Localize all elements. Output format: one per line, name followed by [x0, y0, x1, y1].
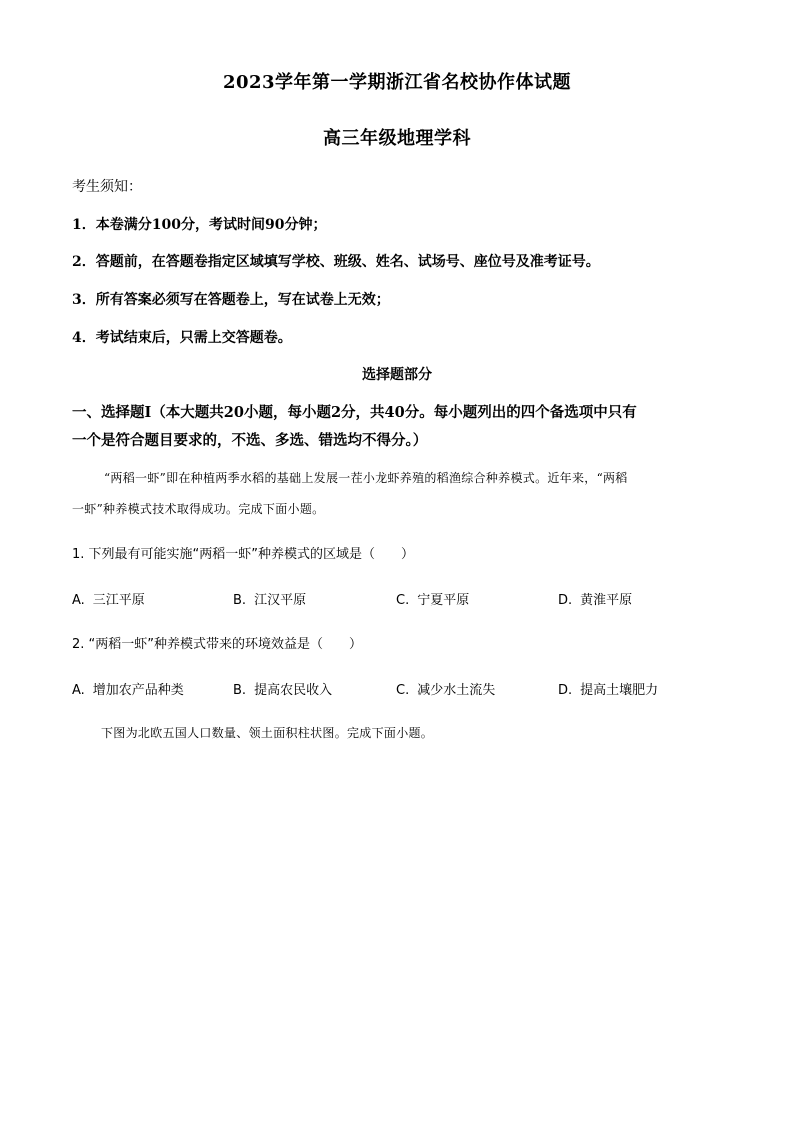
question-1-option-a	[72, 589, 145, 608]
notice-heading: 考生须知：	[72, 179, 142, 195]
question-1-stem: 1. 下列最有可能实施“两稻一虾”种养模式的区域是（ ）	[72, 547, 415, 562]
option-text: 宁夏平原	[417, 593, 470, 608]
question-1-option-c	[396, 589, 469, 608]
option-text: 增加农产品种类	[92, 683, 184, 698]
question-2-option-a	[72, 679, 184, 698]
section-title: 选择题部分	[362, 367, 432, 383]
option-letter: C.	[396, 593, 410, 608]
question-1-option-d	[558, 589, 632, 608]
option-letter: D.	[558, 593, 573, 608]
question-2-stem: 2. “两稻一虾”种养模式带来的环境效益是（ ）	[72, 637, 363, 652]
option-letter: A.	[72, 683, 85, 698]
option-text: 江汉平原	[254, 593, 307, 608]
passage1-line2: 一虾”种养模式技术取得成功。完成下面小题。	[72, 502, 325, 516]
option-letter: A.	[72, 593, 85, 608]
question-2-option-b	[233, 679, 332, 698]
section-instruction-line1: 一、选择题Ⅰ（本大题共20小题，每小题2分，共40分。每小题列出的四个备选项中只有	[72, 404, 637, 421]
section-instruction-line2: 一个是符合题目要求的，不选、多选、错选均不得分。）	[72, 432, 428, 449]
question-1-option-b	[233, 589, 306, 608]
option-letter: C.	[396, 683, 410, 698]
option-text: 三江平原	[92, 593, 145, 608]
notice-item-4: 4．考试结束后，只需上交答题卷。	[72, 330, 292, 346]
option-letter: D.	[558, 683, 573, 698]
option-letter: B.	[233, 593, 247, 608]
question-2-option-d	[558, 679, 658, 698]
option-text: 减少水土流失	[417, 683, 496, 698]
option-text: 黄淮平原	[580, 593, 633, 608]
option-letter: B.	[233, 683, 247, 698]
passage2-line1: 下图为北欧五国人口数量、领土面积柱状图。完成下面小题。	[101, 726, 434, 740]
exam-title: 2023学年第一学期浙江省名校协作体试题	[222, 72, 572, 93]
notice-item-1: 1．本卷满分100分，考试时间90分钟；	[72, 217, 327, 233]
notice-item-3: 3．所有答案必须写在答题卷上，写在试卷上无效；	[72, 292, 390, 308]
question-2-option-c	[396, 679, 495, 698]
passage1-line1: “两稻一虾”即在种植两季水稻的基础上发展一茬小龙虾养殖的稻渔综合种养模式。近年来，“两稻	[104, 471, 628, 485]
option-text: 提高农民收入	[254, 683, 333, 698]
notice-item-2: 2．答题前，在答题卷指定区域填写学校、班级、姓名、试场号、座位号及准考证号。	[72, 254, 600, 270]
exam-subtitle: 高三年级地理学科	[323, 128, 471, 149]
option-text: 提高土壤肥力	[580, 683, 659, 698]
